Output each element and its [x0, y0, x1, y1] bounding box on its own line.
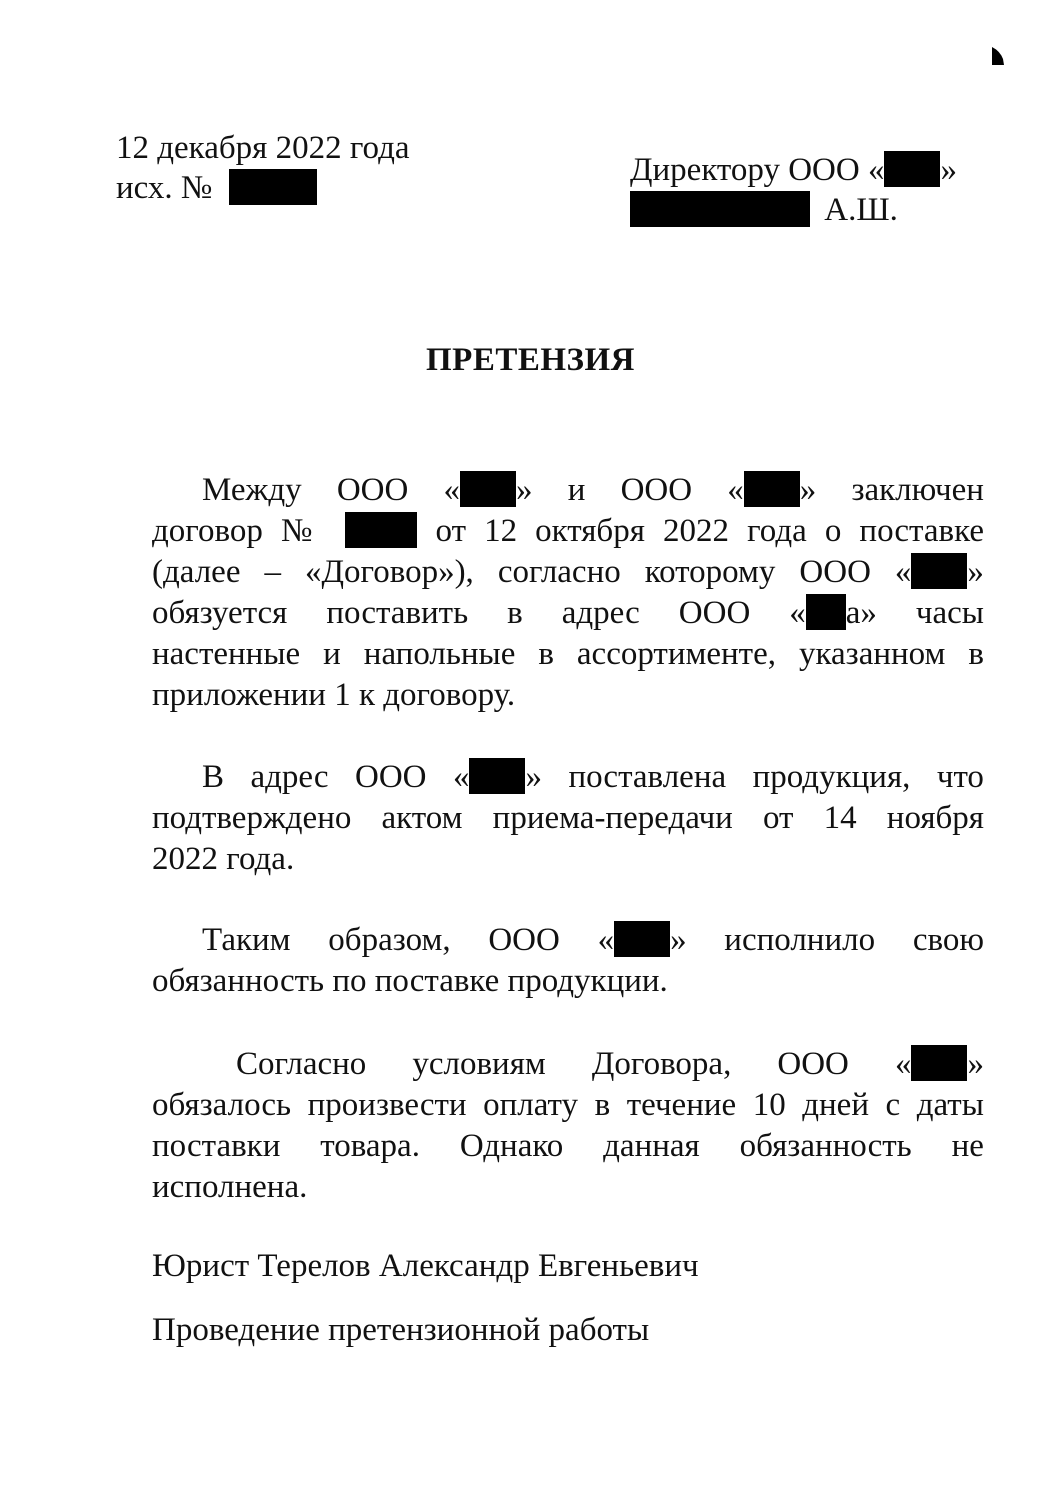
word: настенные	[152, 636, 301, 672]
word: 2022	[662, 513, 729, 549]
word: приема-передачи	[492, 800, 733, 836]
word: согласно	[497, 554, 621, 590]
word: условиям	[412, 1046, 546, 1082]
contract-number: №	[281, 511, 418, 552]
word: Договора,	[591, 1046, 732, 1082]
paragraph-line	[152, 552, 984, 593]
company-quote: « »	[894, 554, 984, 590]
word: адрес	[250, 759, 329, 795]
paragraph-line	[152, 470, 984, 511]
paragraph-line: 2022 года.	[152, 841, 295, 877]
word: даты	[916, 1087, 984, 1123]
word: и	[323, 636, 341, 672]
redaction-block	[614, 921, 670, 957]
company-quote: « а»	[789, 595, 877, 631]
paragraph-line	[152, 757, 984, 798]
word: свою	[912, 922, 984, 958]
outgoing-number-label: исх. №	[116, 170, 213, 206]
paragraph-line	[152, 634, 984, 675]
word: дней	[802, 1087, 869, 1123]
word: ООО	[488, 922, 560, 958]
word: договор	[152, 513, 263, 549]
recipient-line	[630, 150, 957, 190]
paragraph-line	[152, 1044, 984, 1085]
word: что	[936, 759, 984, 795]
redaction-block	[806, 594, 846, 630]
redaction-block	[911, 553, 967, 589]
word: обязалось	[152, 1087, 292, 1123]
word: с	[885, 1087, 901, 1123]
recipient-initials: А.Ш.	[824, 192, 898, 228]
signature-department: Проведение претензионной работы	[152, 1312, 650, 1348]
word: исполнило	[724, 922, 876, 958]
word: образом,	[328, 922, 451, 958]
word: подтверждено	[152, 800, 352, 836]
word: Согласно	[236, 1046, 367, 1082]
word: 14	[823, 800, 857, 836]
word: о	[824, 513, 842, 549]
word: ООО	[336, 472, 409, 508]
word: часы	[915, 595, 984, 631]
word: В	[202, 759, 225, 795]
word: от	[435, 513, 467, 549]
company-quote: « »	[443, 472, 533, 508]
signature-author: Юрист Терелов Александр Евгеньевич	[152, 1248, 699, 1284]
word: ООО	[678, 595, 751, 631]
word: ноября	[886, 800, 984, 836]
word: течение	[626, 1087, 737, 1123]
word: произвести	[307, 1087, 467, 1123]
word: поставки	[152, 1128, 281, 1164]
word: 12	[484, 513, 518, 549]
word: ассортименте,	[576, 636, 777, 672]
word: года	[747, 513, 807, 549]
recipient-suffix: »	[940, 152, 957, 188]
paragraph-2	[152, 757, 984, 880]
word: поставлена	[568, 759, 727, 795]
company-quote: « »	[894, 1046, 984, 1082]
paragraph-3	[152, 920, 984, 1002]
page-corner-mark	[991, 46, 1005, 66]
outgoing-number	[116, 168, 317, 208]
word: обязанность	[739, 1128, 912, 1164]
word: обязуется	[152, 595, 288, 631]
word: поставить	[326, 595, 469, 631]
redaction-block	[469, 758, 525, 794]
document-title: ПРЕТЕНЗИЯ	[426, 342, 635, 378]
word: Таким	[202, 922, 291, 958]
word: ООО	[777, 1046, 849, 1082]
word: от	[762, 800, 794, 836]
word: (далее	[152, 554, 241, 590]
word: и	[567, 472, 586, 508]
redaction-block	[744, 471, 800, 507]
paragraph-line	[152, 1085, 984, 1126]
redaction-block	[460, 471, 516, 507]
redaction-block	[229, 169, 317, 205]
word: ООО	[355, 759, 427, 795]
word: продукция,	[752, 759, 911, 795]
word: 10	[752, 1087, 786, 1123]
company-quote: « »	[452, 759, 542, 795]
word: ООО	[799, 554, 871, 590]
paragraph-1	[152, 470, 984, 716]
word: Однако	[459, 1128, 564, 1164]
paragraph-line: приложении 1 к договору.	[152, 677, 516, 713]
paragraph-4	[152, 1044, 984, 1208]
word: адрес	[561, 595, 640, 631]
word: в	[507, 595, 523, 631]
paragraph-line: обязанность по поставке продукции.	[152, 963, 668, 999]
word: актом	[381, 800, 463, 836]
word: которому	[644, 554, 776, 590]
word: в	[594, 1087, 611, 1123]
word: поставке	[859, 513, 984, 549]
paragraph-line	[152, 511, 984, 552]
paragraph-line	[152, 798, 984, 839]
redaction-block	[911, 1045, 967, 1081]
word: оплату	[483, 1087, 579, 1123]
document-date: 12 декабря 2022 года	[116, 130, 410, 166]
redaction-block	[884, 151, 940, 187]
word: заключен	[851, 472, 984, 508]
company-quote: « »	[597, 922, 687, 958]
company-quote: « »	[727, 472, 817, 508]
paragraph-line: исполнена.	[152, 1169, 308, 1205]
word: товара.	[320, 1128, 420, 1164]
word: ООО	[620, 472, 693, 508]
word: «Договор»),	[304, 554, 474, 590]
word: октября	[535, 513, 645, 549]
redaction-block	[630, 191, 810, 227]
word: в	[968, 636, 984, 672]
paragraph-line	[152, 593, 984, 634]
recipient-prefix: Директору ООО «	[630, 152, 885, 188]
word: –	[264, 554, 281, 590]
word: Между	[202, 472, 302, 508]
paragraph-line	[152, 1126, 984, 1167]
paragraph-line	[152, 920, 984, 961]
word: напольные	[363, 636, 516, 672]
recipient-name-line	[630, 190, 898, 230]
redaction-block	[345, 512, 417, 548]
word: указанном	[798, 636, 946, 672]
word: в	[538, 636, 554, 672]
word: не	[951, 1128, 984, 1164]
word: данная	[603, 1128, 700, 1164]
